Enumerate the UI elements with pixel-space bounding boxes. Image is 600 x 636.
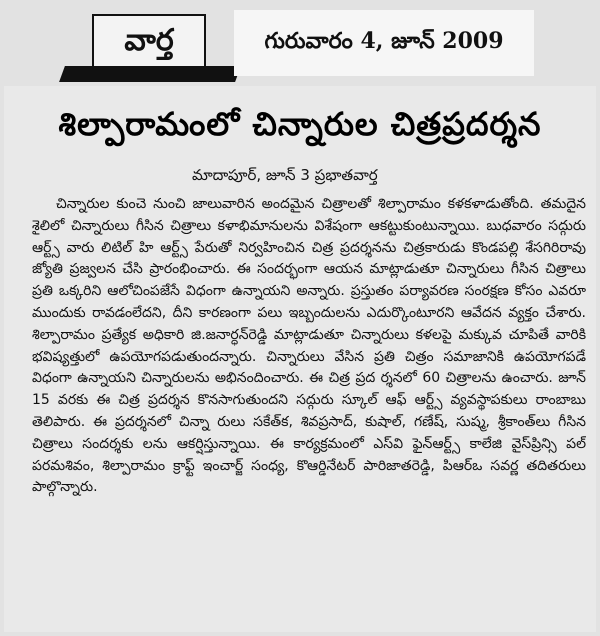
date-box [234,10,534,76]
article-paragraph: చిన్నారుల కుంచె నుంచి జాలువారిన అందమైన చిత్రాలతో శిల్పారామం కళకళాడుతోంది. తమదైన శైలిలో చిన్నారులు గీసిన చిత్రాలు కళాభిమానులను విశేషంగా ఆకట్టుకుంటున్నాయి. బుధవారం సద్గురు ఆర్ట్స్ వారు లిటిల్ హి ఆర్ట్స్ పేరుతో నిర్వహించిన చిత్ర ప్రదర్శనను చిత్రకారుడు కొండపల్లి శేసగిరిరావు జ్యోతి ప్రజ్వలన చేసి ప్రారంభించారు. ఈ సందర్భంగా ఆయన మాట్లాడుతూ చిన్నారులు గీసిన చిత్రాలు ప్రతి ఒక్కరిని ఆలోచింపజేసే విధంగా ఉన్నాయని అన్నారు. ప్రస్తుతం పర్యావరణ సంరక్షణ కోసం ఎవరూ ముందుకు రావడంలేదని, దీని కారణంగా పలు ఇబ్బందులను ఎదుర్కొంటూరని ఆవేదన వ్యక్తం చేశారు. శిల్పారామం ప్రత్యేక అధికారి జి.జనార్ధన్‌రెడ్డి మాట్లాడుతూ చిన్నారులు కళలపై మక్కువ చూపితే వారికి భవిష్యత్తులో ఉపయోగపడుతుందన్నారు. చిన్నారులు వేసిన ప్రతి చిత్రం సమాజానికి ఉపయోగపడే విధంగా ఉన్నాయని చిన్నారులను అభినందించారు. ఈ చిత్ర ప్రద ర్శనలో 60 చిత్రాలను ఉంచారు. జూన్ 15 వరకు ఈ చిత్ర ప్రదర్శన కొనసాగుతుందని సద్గురు స్కూల్ ఆఫ్ ఆర్ట్స్ వ్యవస్థాపకులు రాంబాబు తెలిపారు. ఈ ప్రదర్శనలో చిన్నా రులు సకేత్‌క, శివప్రసాద్, కుషాల్, గణేష్, సుష్మ, శ్రీకాంత్‌లు గీసిన చిత్రాలు సందర్శకు లను ఆకర్షిస్తున్నాయి. ఈ కార్యక్రమంలో ఎస్‌వి ఫైన్‌ఆర్ట్స్ కాలేజి వైస్‌ప్రిన్సి పల్ పరమశివం, శిల్పారామం క్రాఫ్ట్ ఇంచార్జ్ సంధ్య, కొఆర్డినేటర్ పారిజాతరెడ్డి, పిఆర్‌ఒ సవర్ణ తదితరులు పాల్గొన్నారు. [32,196,586,496]
article [4,86,596,632]
masthead [62,8,238,78]
logo-stripe [59,66,241,82]
dateline: మాదాపూర్, జూన్ 3 ప్రభాతవార్త [192,166,378,184]
headline [4,90,596,166]
headline-text: శిల్పారామంలో చిన్నారుల చిత్రప్రదర్శన [58,105,542,143]
newspaper-logo [92,14,206,74]
article-body [32,194,586,630]
issue-date: గురువారం 4, జూన్ 2009 [264,27,504,54]
logo-text: వార్త [124,23,174,58]
